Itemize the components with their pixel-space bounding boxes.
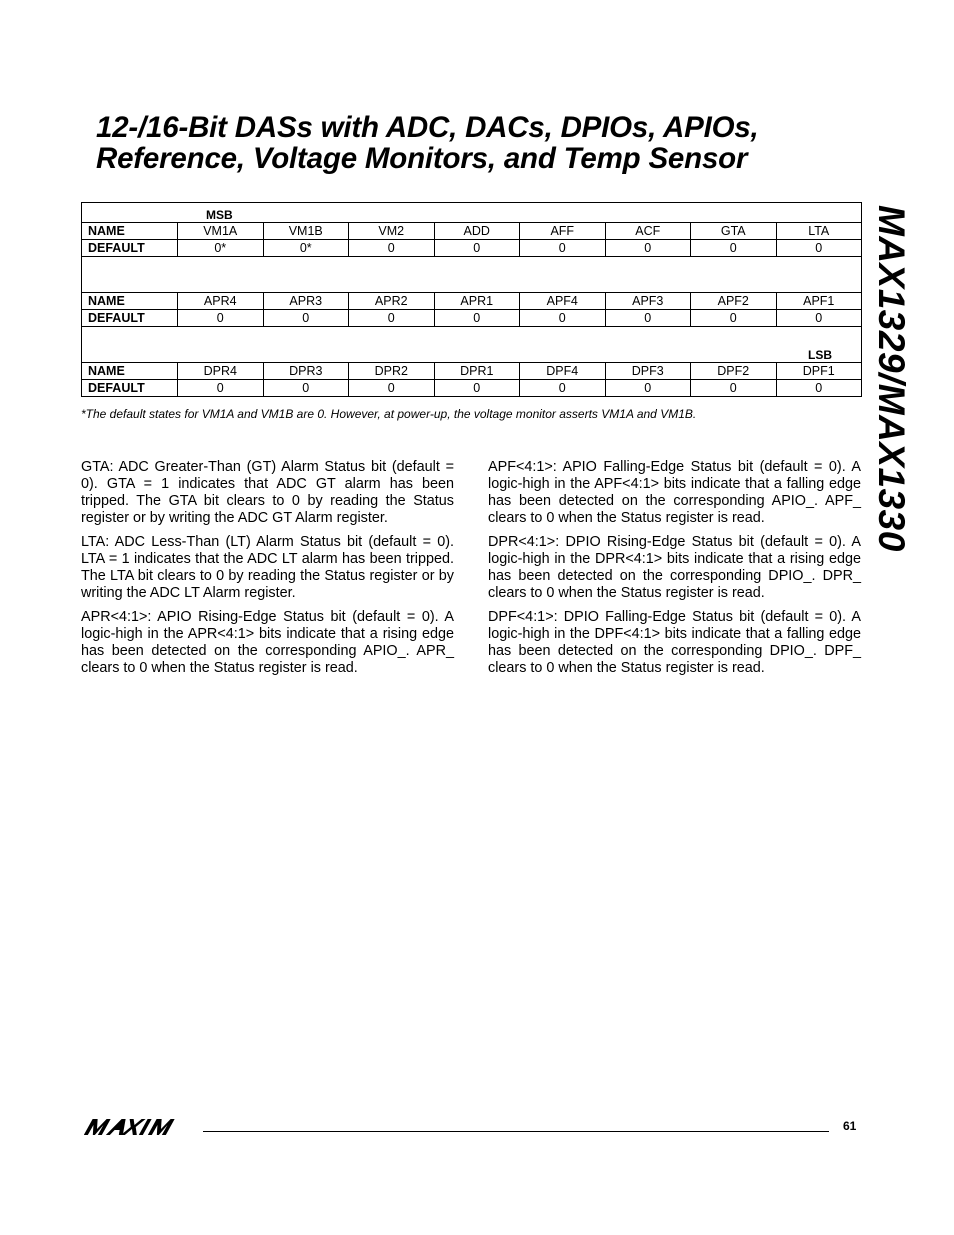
- default-label: DEFAULT: [82, 310, 178, 327]
- page-number: 61: [843, 1119, 857, 1133]
- bit-default: 0: [605, 310, 691, 327]
- bit-name: ACF: [605, 223, 691, 240]
- separator-row: [82, 257, 862, 293]
- bit-default: 0: [776, 310, 862, 327]
- bit-default: 0: [349, 240, 435, 257]
- bit-name: DPF4: [520, 363, 606, 380]
- bit-default: 0: [776, 240, 862, 257]
- bit-default: 0: [263, 310, 349, 327]
- title-line-1: 12-/16-Bit DASs with ADC, DACs, DPIOs, APIOs,: [96, 111, 759, 144]
- bit-default: 0: [520, 310, 606, 327]
- bit-name: DPF2: [691, 363, 777, 380]
- bit-name: APR3: [263, 293, 349, 310]
- paragraph-lta: LTA: ADC Less-Than (LT) Alarm Status bit (default = 0). LTA = 1 indicates that the ADC LT alarm has been tripped. The LTA bit clears to 0 by reading the Status register or by writing the ADC LT Alarm register.: [81, 534, 454, 601]
- bit-name: DPR3: [263, 363, 349, 380]
- table-row: [82, 223, 862, 240]
- bit-name: DPF3: [605, 363, 691, 380]
- page-title: [96, 112, 896, 174]
- bit-name: DPF1: [776, 363, 862, 380]
- footer-rule: [203, 1131, 829, 1132]
- bit-default: 0: [434, 240, 520, 257]
- name-label: NAME: [82, 363, 178, 380]
- bit-default: 0: [434, 380, 520, 397]
- bit-default: 0: [776, 380, 862, 397]
- paragraph-dpr: DPR<4:1>: DPIO Rising-Edge Status bit (default = 0). A logic-high in the DPR<4:1> bits indicate that a rising edge has been detected on the corresponding DPIO_. DPR_ clears to 0 when the Status register is read.: [488, 534, 861, 601]
- bit-default: 0: [349, 310, 435, 327]
- paragraph-dpf: DPF<4:1>: DPIO Falling-Edge Status bit (default = 0). A logic-high in the DPF<4:1> bits indicate that a falling edge has been detected on the corresponding DPIO_. DPF_ clears to 0 when the Status register is read.: [488, 609, 861, 676]
- default-label: DEFAULT: [82, 380, 178, 397]
- bit-name: DPR1: [434, 363, 520, 380]
- bit-name: VM1A: [178, 223, 264, 240]
- bit-default: 0: [520, 380, 606, 397]
- bit-name: APF3: [605, 293, 691, 310]
- bit-name: APF1: [776, 293, 862, 310]
- title-line-2: Reference, Voltage Monitors, and Temp Sensor: [96, 142, 748, 175]
- left-column: [81, 459, 454, 684]
- bit-name: GTA: [691, 223, 777, 240]
- maxim-logo: [84, 1118, 192, 1136]
- table-row: [82, 363, 862, 380]
- bit-default: 0: [605, 240, 691, 257]
- bit-default: 0: [691, 380, 777, 397]
- bit-name: ADD: [434, 223, 520, 240]
- bit-name: DPR2: [349, 363, 435, 380]
- bit-default: 0: [349, 380, 435, 397]
- paragraph-gta: GTA: ADC Greater-Than (GT) Alarm Status bit (default = 0). GTA = 1 indicates that ADC GT alarm has been tripped. The GTA bit clears to 0 by reading the Status register or by writing the ADC GT Alarm register.: [81, 459, 454, 526]
- bit-name: VM1B: [263, 223, 349, 240]
- bit-default: 0: [691, 240, 777, 257]
- bit-default: 0: [178, 380, 264, 397]
- bit-name: APR4: [178, 293, 264, 310]
- bit-default: 0*: [178, 240, 264, 257]
- bit-name: AFF: [520, 223, 606, 240]
- table-row: [82, 240, 862, 257]
- name-label: NAME: [82, 293, 178, 310]
- right-column: [488, 459, 861, 684]
- bit-default: 0: [605, 380, 691, 397]
- bit-name: APF2: [691, 293, 777, 310]
- bit-default: 0: [691, 310, 777, 327]
- bit-name: APR2: [349, 293, 435, 310]
- paragraph-apf: APF<4:1>: APIO Falling-Edge Status bit (default = 0). A logic-high in the APF<4:1> bits indicate that a falling edge has been detected on the corresponding APIO_. APF_ clears to 0 when the Status register is read.: [488, 459, 861, 526]
- default-label: DEFAULT: [82, 240, 178, 257]
- bit-name: LTA: [776, 223, 862, 240]
- bit-default: 0: [520, 240, 606, 257]
- bit-name: VM2: [349, 223, 435, 240]
- lsb-label: LSB: [808, 348, 832, 362]
- bit-name: DPR4: [178, 363, 264, 380]
- table-footnote: *The default states for VM1A and VM1B are 0. However, at power-up, the voltage monitor asserts VM1A and VM1B.: [81, 407, 697, 421]
- separator-row: [82, 327, 862, 363]
- table-row: [82, 310, 862, 327]
- bit-name: APR1: [434, 293, 520, 310]
- bit-default: 0: [263, 380, 349, 397]
- table-row: [82, 293, 862, 310]
- paragraph-apr: APR<4:1>: APIO Rising-Edge Status bit (default = 0). A logic-high in the APR<4:1> bits indicate that a rising edge has been detected on the corresponding APIO_. APR_ clears to 0 when the Status register is read.: [81, 609, 454, 676]
- bit-default: 0: [178, 310, 264, 327]
- bit-default: 0*: [263, 240, 349, 257]
- msb-row: [82, 203, 862, 223]
- msb-label: MSB: [206, 208, 233, 222]
- bit-default: 0: [434, 310, 520, 327]
- status-register-table: [81, 202, 862, 397]
- name-label: NAME: [82, 223, 178, 240]
- side-part-number: MAX1329/MAX1330: [871, 205, 912, 552]
- bit-name: APF4: [520, 293, 606, 310]
- table-row: [82, 380, 862, 397]
